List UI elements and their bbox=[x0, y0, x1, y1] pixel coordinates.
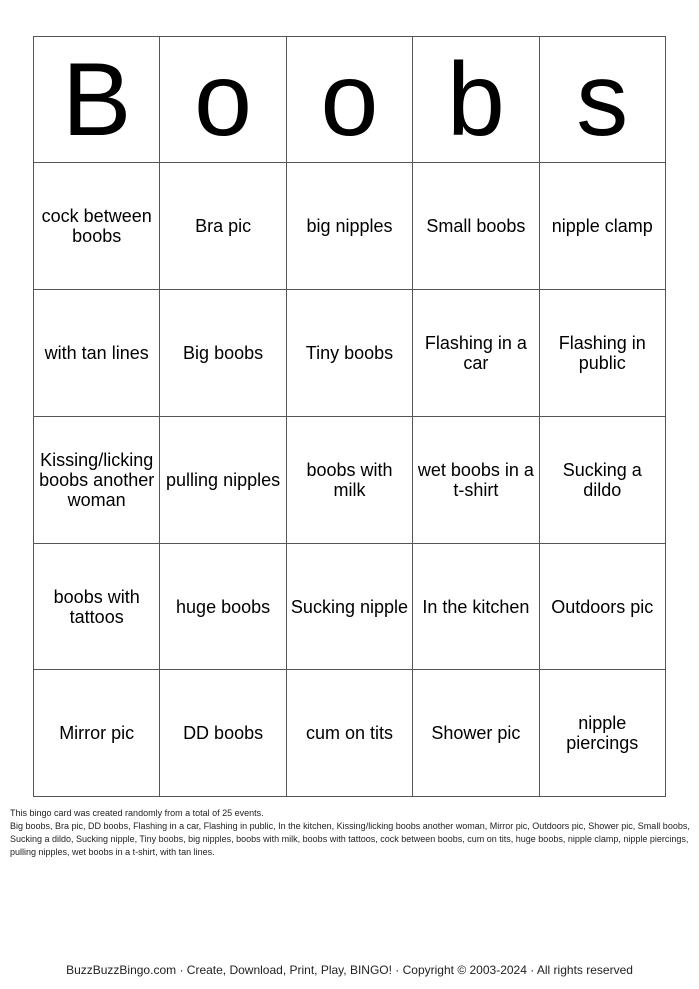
bingo-square: big nipples bbox=[286, 163, 412, 290]
bingo-square: Bra pic bbox=[160, 163, 286, 290]
card-note-event-list: Big boobs, Bra pic, DD boobs, Flashing in a car, Flashing in public, In the kitchen, Kissing/licking boobs another woman, Mirror pic, Outdoors pic, Shower pic, Small boobs, Sucking a dildo, Sucking nipple, Tiny boobs, big nipples, boobs with milk, boobs with tattoos, cock between boobs, cum on tits, huge boobs, nipple clamp, nipple piercings, pulling nipples, wet boobs in a t-shirt, with tan lines. bbox=[10, 821, 690, 857]
bingo-square: In the kitchen bbox=[413, 544, 539, 670]
bingo-square: boobs with milk bbox=[286, 417, 412, 544]
bingo-square: cock between boobs bbox=[34, 163, 160, 290]
card-row bbox=[34, 417, 666, 544]
card-row bbox=[34, 670, 666, 797]
bingo-square: Small boobs bbox=[413, 163, 539, 290]
header-letter: s bbox=[539, 37, 665, 163]
header-letter: b bbox=[413, 37, 539, 163]
card-note-intro: This bingo card was created randomly from a total of 25 events. bbox=[10, 808, 264, 818]
bingo-square: Sucking nipple bbox=[286, 544, 412, 670]
bingo-square: Flashing in a car bbox=[413, 290, 539, 417]
bingo-square: nipple clamp bbox=[539, 163, 665, 290]
bingo-square: wet boobs in a t-shirt bbox=[413, 417, 539, 544]
bingo-square: nipple piercings bbox=[539, 670, 665, 797]
bingo-square: pulling nipples bbox=[160, 417, 286, 544]
bingo-square: boobs with tattoos bbox=[34, 544, 160, 670]
bingo-square: DD boobs bbox=[160, 670, 286, 797]
card-row bbox=[34, 290, 666, 417]
bingo-square: huge boobs bbox=[160, 544, 286, 670]
bingo-square: Big boobs bbox=[160, 290, 286, 417]
bingo-card bbox=[33, 36, 666, 797]
footer-credit: BuzzBuzzBingo.com · Create, Download, Print, Play, BINGO! · Copyright © 2003-2024 · All rights reserved bbox=[66, 963, 633, 977]
bingo-square: with tan lines bbox=[34, 290, 160, 417]
card-row bbox=[34, 544, 666, 670]
header-letter: B bbox=[34, 37, 160, 163]
header-row bbox=[34, 37, 666, 163]
bingo-square: Flashing in public bbox=[539, 290, 665, 417]
bingo-square: cum on tits bbox=[286, 670, 412, 797]
bingo-square: Shower pic bbox=[413, 670, 539, 797]
bingo-square: Kissing/licking boobs another woman bbox=[34, 417, 160, 544]
bingo-square: Sucking a dildo bbox=[539, 417, 665, 544]
card-row bbox=[34, 163, 666, 290]
card-note bbox=[10, 807, 690, 859]
bingo-square: Outdoors pic bbox=[539, 544, 665, 670]
header-letter: o bbox=[160, 37, 286, 163]
bingo-square: Mirror pic bbox=[34, 670, 160, 797]
bingo-square: Tiny boobs bbox=[286, 290, 412, 417]
header-letter: o bbox=[286, 37, 412, 163]
